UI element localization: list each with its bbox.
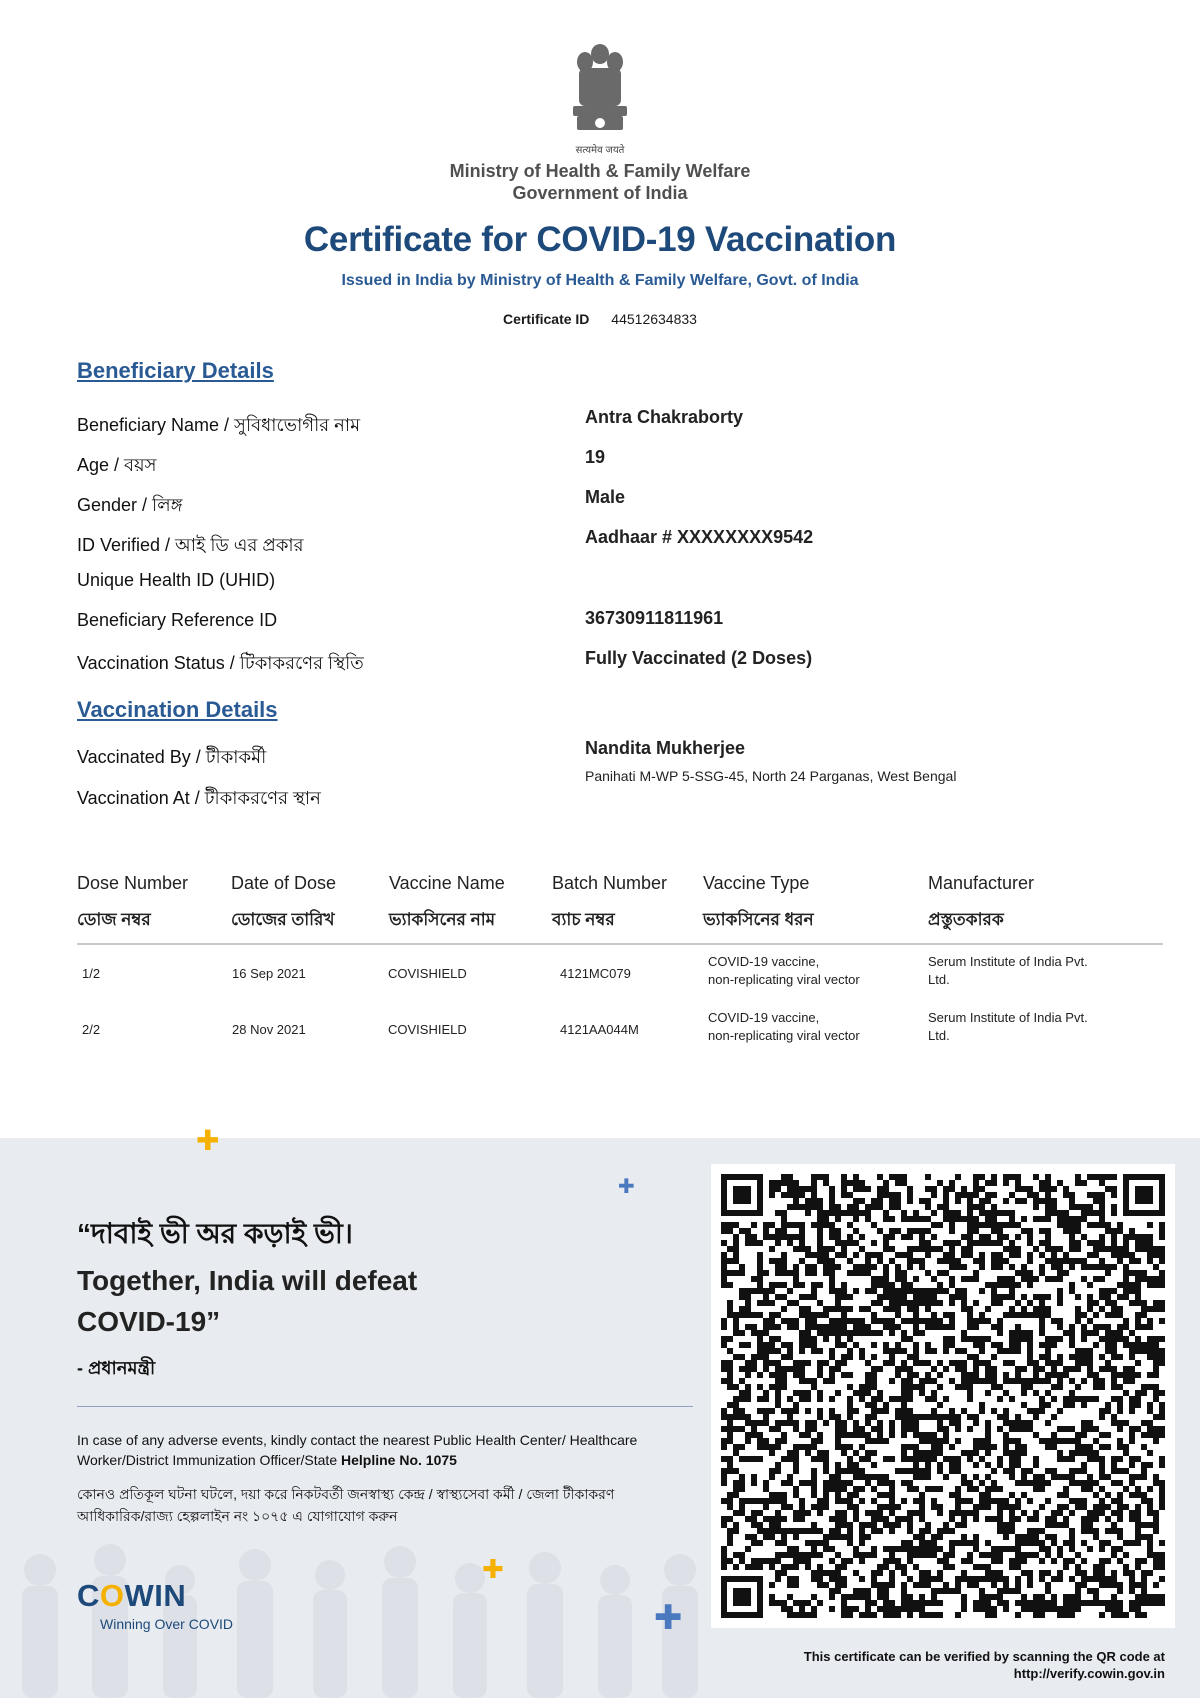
qr-finder-pattern	[721, 1174, 763, 1216]
qr-modules	[721, 1174, 1165, 1618]
col-date-of-dose: Date of Dose	[231, 873, 337, 893]
ministry-name	[0, 160, 1200, 204]
col-batch-number-bn: ব্যাচ নম্বর	[552, 910, 615, 929]
plus-decor-yellow: ✚	[196, 1125, 220, 1156]
vaccine-type-line-2: non-replicating viral vector	[708, 972, 860, 987]
reference-id-label: Beneficiary Reference ID	[77, 610, 278, 630]
vaccine-type-cell	[708, 1009, 860, 1045]
col-vaccine-type: Vaccine Type	[703, 873, 810, 893]
adverse-events-note-bn: কোনও প্রতিকূল ঘটনা ঘটলে, দয়া করে নিকটবর্তী জনস্বাস্থ্য কেন্দ্র / স্বাস্থ্যসেবা কর্মী / জেলা টীকাকরণ আধিকারিক/রাজ্য হেল্পলাইন নং ১০৭৫ এ যোগাযোগ করুন	[77, 1486, 615, 1524]
id-verified-label: ID Verified / আই ডি এর প্রকার	[77, 535, 304, 555]
manufacturer-line-1: Serum Institute of India Pvt.	[928, 954, 1088, 969]
quote-bengali: “দাবাই ভী অর কড়াই ভী।	[77, 1218, 353, 1249]
vaccine-name-cell: COVISHIELD	[388, 1022, 467, 1037]
cowin-letter-c: C	[77, 1578, 100, 1613]
manufacturer-line-2: Ltd.	[928, 972, 950, 987]
cowin-logo	[77, 1578, 186, 1614]
ministry-line-2: Government of India	[512, 183, 688, 203]
footer-divider	[77, 1406, 693, 1407]
col-date-of-dose-bn: ডোজের তারিখ	[231, 910, 335, 929]
qr-code	[711, 1164, 1175, 1628]
verify-line-1: This certificate can be verified by scanning the QR code at	[803, 1649, 1165, 1664]
manufacturer-line-1: Serum Institute of India Pvt.	[928, 1010, 1088, 1025]
vaccinated-by-label: Vaccinated By / টীকাকর্মী	[77, 747, 267, 767]
vaccine-type-line-1: COVID-19 vaccine,	[708, 1010, 820, 1025]
col-vaccine-name-bn: ভ্যাকসিনের নাম	[389, 910, 496, 929]
cowin-letter-o: O	[99, 1578, 125, 1613]
verify-url: http://verify.cowin.gov.in	[1013, 1666, 1165, 1681]
vaccinated-at-value: Panihati M-WP 5-SSG-45, North 24 Parganas, West Bengal	[585, 768, 957, 784]
emblem-motto: सत्यमेव जयते	[575, 145, 625, 156]
beneficiary-name-label: Beneficiary Name / সুবিধাভোগীর নাম	[77, 415, 361, 435]
helpline-number: Helpline No. 1075	[341, 1452, 457, 1468]
certificate-id-row	[0, 311, 1200, 327]
col-batch-number: Batch Number	[552, 873, 668, 893]
vaccine-type-cell	[708, 953, 860, 989]
gender-label: Gender / লিঙ্গ	[77, 495, 183, 515]
col-vaccine-name: Vaccine Name	[389, 873, 505, 893]
uhid-label: Unique Health ID (UHID)	[77, 570, 276, 590]
qr-finder-pattern	[1123, 1174, 1165, 1216]
vaccine-name-cell: COVISHIELD	[388, 966, 467, 981]
quote-english: Together, India will defeat COVID-19”	[77, 1265, 418, 1337]
col-dose-number: Dose Number	[77, 873, 189, 893]
vaccinated-by-value: Nandita Mukherjee	[585, 738, 746, 758]
national-emblem	[565, 40, 635, 152]
quote-attribution: - প্রধানমন্ত্রী	[77, 1358, 156, 1378]
plus-decor-yellow: ✚	[482, 1554, 504, 1584]
vaccination-status-value: Fully Vaccinated (2 Doses)	[585, 648, 813, 668]
verify-note	[700, 1648, 1165, 1682]
batch-cell: 4121AA044M	[560, 1022, 639, 1037]
beneficiary-name-value: Antra Chakraborty	[585, 407, 744, 427]
age-value: 19	[585, 447, 606, 467]
beneficiary-heading: Beneficiary Details	[77, 358, 274, 383]
col-manufacturer: Manufacturer	[928, 873, 1035, 893]
date-cell: 28 Nov 2021	[232, 1022, 306, 1037]
certificate-id-value: 44512634833	[611, 311, 697, 327]
qr-code-pattern	[721, 1174, 1165, 1618]
col-manufacturer-bn: প্রস্তুতকারক	[928, 910, 1004, 929]
vaccination-status-label: Vaccination Status / টিকাকরণের স্থিতি	[77, 653, 364, 673]
dose-cell: 2/2	[82, 1022, 101, 1037]
vaccination-heading: Vaccination Details	[77, 697, 278, 722]
vaccine-type-line-1: COVID-19 vaccine,	[708, 954, 820, 969]
manufacturer-cell	[928, 1009, 1088, 1045]
cowin-letters-win: WIN	[124, 1578, 187, 1613]
qr-finder-pattern	[721, 1576, 763, 1618]
table-divider	[77, 943, 1163, 945]
age-label: Age / বয়স	[77, 455, 157, 475]
manufacturer-line-2: Ltd.	[928, 1028, 950, 1043]
adverse-note-text: In case of any adverse events, kindly contact the nearest Public Health Center/ Healthcare Worker/District Immunization Officer/State	[77, 1432, 638, 1468]
vaccine-type-line-2: non-replicating viral vector	[708, 1028, 860, 1043]
gender-value: Male	[585, 487, 626, 507]
plus-decor-blue: ✚	[654, 1599, 683, 1637]
certificate-title: Certificate for COVID-19 Vaccination	[303, 220, 897, 259]
id-verified-value: Aadhaar # XXXXXXXX9542	[585, 527, 814, 547]
cowin-tagline: Winning Over COVID	[100, 1616, 234, 1632]
vaccinated-at-label: Vaccination At / টীকাকরণের স্থান	[77, 788, 321, 808]
col-dose-number-bn: ডোজ নম্বর	[77, 910, 151, 929]
certificate-id-label: Certificate ID	[503, 311, 590, 327]
batch-cell: 4121MC079	[560, 966, 631, 981]
adverse-events-note	[77, 1430, 677, 1470]
certificate-subtitle: Issued in India by Ministry of Health & Family Welfare, Govt. of India	[341, 272, 859, 289]
manufacturer-cell	[928, 953, 1088, 989]
ministry-line-1: Ministry of Health & Family Welfare	[449, 161, 751, 181]
dose-cell: 1/2	[82, 966, 101, 981]
col-vaccine-type-bn: ভ্যাকসিনের ধরন	[703, 910, 814, 929]
plus-decor-blue: ✚	[618, 1176, 635, 1198]
date-cell: 16 Sep 2021	[232, 966, 306, 981]
reference-id-value: 36730911811961	[585, 608, 724, 628]
